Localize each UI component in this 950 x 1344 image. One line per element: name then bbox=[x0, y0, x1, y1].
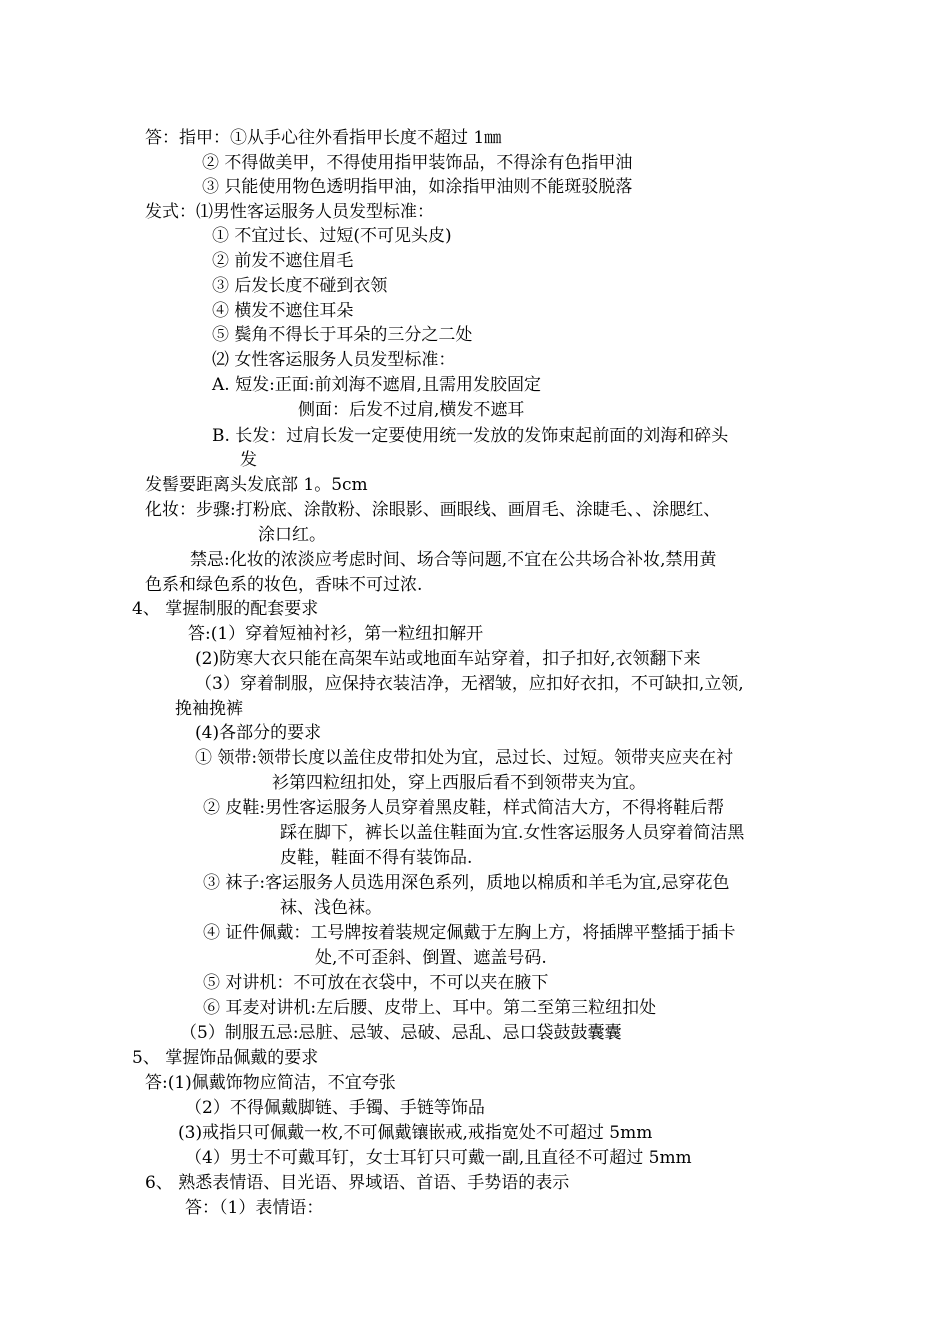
text-line: 色系和绿色系的妆色，香味不可过浓. bbox=[145, 575, 423, 595]
text-line: 涂口红。 bbox=[258, 525, 326, 545]
text-line: 袜、浅色袜。 bbox=[280, 898, 382, 918]
text-line: A. 短发:正面:前刘海不遮眉,且需用发胶固定 bbox=[212, 375, 541, 395]
text-line: 答：指甲：①从手心往外看指甲长度不超过 1㎜ bbox=[145, 128, 502, 148]
text-line: 发髻要距离头发底部 1。5cm bbox=[145, 475, 368, 495]
text-line: 处,不可歪斜、倒置、遮盖号码. bbox=[315, 948, 547, 968]
text-line: ② 前发不遮住眉毛 bbox=[212, 251, 354, 271]
text-line: 衫第四粒纽扣处，穿上西服后看不到领带夹为宜。 bbox=[272, 773, 646, 793]
text-line: ③ 后发长度不碰到衣领 bbox=[212, 276, 388, 296]
text-line: 踩在脚下，裤长以盖住鞋面为宜.女性客运服务人员穿着简洁黑 bbox=[280, 823, 745, 843]
text-line: ⑤ 鬓角不得长于耳朵的三分之二处 bbox=[212, 325, 473, 345]
section-heading: 5、 掌握饰品佩戴的要求 bbox=[132, 1048, 319, 1068]
text-line: 发式：⑴男性客运服务人员发型标准： bbox=[145, 202, 434, 222]
text-line: 化妆：步骤:打粉底、涂散粉、涂眼影、画眼线、画眉毛、涂睫毛、、涂腮红、 bbox=[145, 500, 721, 520]
text-line: ⑵ 女性客运服务人员发型标准： bbox=[212, 350, 456, 370]
text-line: ① 不宜过长、过短(不可见头皮) bbox=[212, 226, 452, 246]
text-line: ③ 只能使用物色透明指甲油，如涂指甲油则不能斑驳脱落 bbox=[202, 177, 633, 197]
text-line: 答：（1）表情语： bbox=[185, 1198, 324, 1218]
text-line: ④ 证件佩戴：工号牌按着装规定佩戴于左胸上方，将插牌平整插于插卡 bbox=[203, 923, 736, 943]
text-line: 侧面：后发不过肩,横发不遮耳 bbox=[298, 400, 525, 420]
section-heading: 4、 掌握制服的配套要求 bbox=[132, 599, 319, 619]
text-line: ② 皮鞋:男性客运服务人员穿着黑皮鞋，样式简洁大方，不得将鞋后帮 bbox=[203, 798, 725, 818]
text-line: ⑤ 对讲机：不可放在衣袋中，不可以夹在腋下 bbox=[203, 973, 549, 993]
text-line: B. 长发：过肩长发一定要使用统一发放的发饰束起前面的刘海和碎头 bbox=[212, 426, 729, 446]
text-line: ⑥ 耳麦对讲机:左后腰、皮带上、耳中。第二至第三粒纽扣处 bbox=[203, 998, 657, 1018]
text-line: 发 bbox=[240, 450, 257, 470]
text-line: (2)防寒大衣只能在高架车站或地面车站穿着，扣子扣好,衣领翻下来 bbox=[195, 649, 701, 669]
text-line: (3)戒指只可佩戴一枚,不可佩戴镶嵌戒,戒指宽处不可超过 5mm bbox=[178, 1123, 653, 1143]
text-line: （2）不得佩戴脚链、手镯、手链等饰品 bbox=[185, 1098, 485, 1118]
text-line: （5）制服五忌:忌脏、忌皱、忌破、忌乱、忌口袋鼓鼓囊囊 bbox=[180, 1023, 622, 1043]
text-line: 挽袖挽裤 bbox=[175, 699, 243, 719]
text-line: （4）男士不可戴耳钉，女士耳钉只可戴一副,且直径不可超过 5mm bbox=[185, 1148, 692, 1168]
text-line: 答:(1)佩戴饰物应简洁，不宜夸张 bbox=[145, 1073, 396, 1093]
text-line: ④ 横发不遮住耳朵 bbox=[212, 301, 354, 321]
text-line: ② 不得做美甲，不得使用指甲装饰品，不得涂有色指甲油 bbox=[202, 153, 633, 173]
text-line: 禁忌:化妆的浓淡应考虑时间、场合等问题,不宜在公共场合补妆,禁用黄 bbox=[190, 550, 717, 570]
section-heading: 6、 熟悉表情语、目光语、界域语、首语、手势语的表示 bbox=[145, 1173, 570, 1193]
text-line: (4)各部分的要求 bbox=[195, 723, 322, 743]
text-line: 皮鞋，鞋面不得有装饰品. bbox=[280, 848, 473, 868]
text-line: ① 领带:领带长度以盖住皮带扣处为宜，忌过长、过短。领带夹应夹在衬 bbox=[195, 748, 734, 768]
text-line: ③ 袜子:客运服务人员选用深色系列，质地以棉质和羊毛为宜,忌穿花色 bbox=[203, 873, 730, 893]
text-line: 答:(1）穿着短袖衬衫，第一粒纽扣解开 bbox=[188, 624, 484, 644]
text-line: （3）穿着制服，应保持衣装洁净，无褶皱，应扣好衣扣，不可缺扣,立领, bbox=[195, 674, 744, 694]
